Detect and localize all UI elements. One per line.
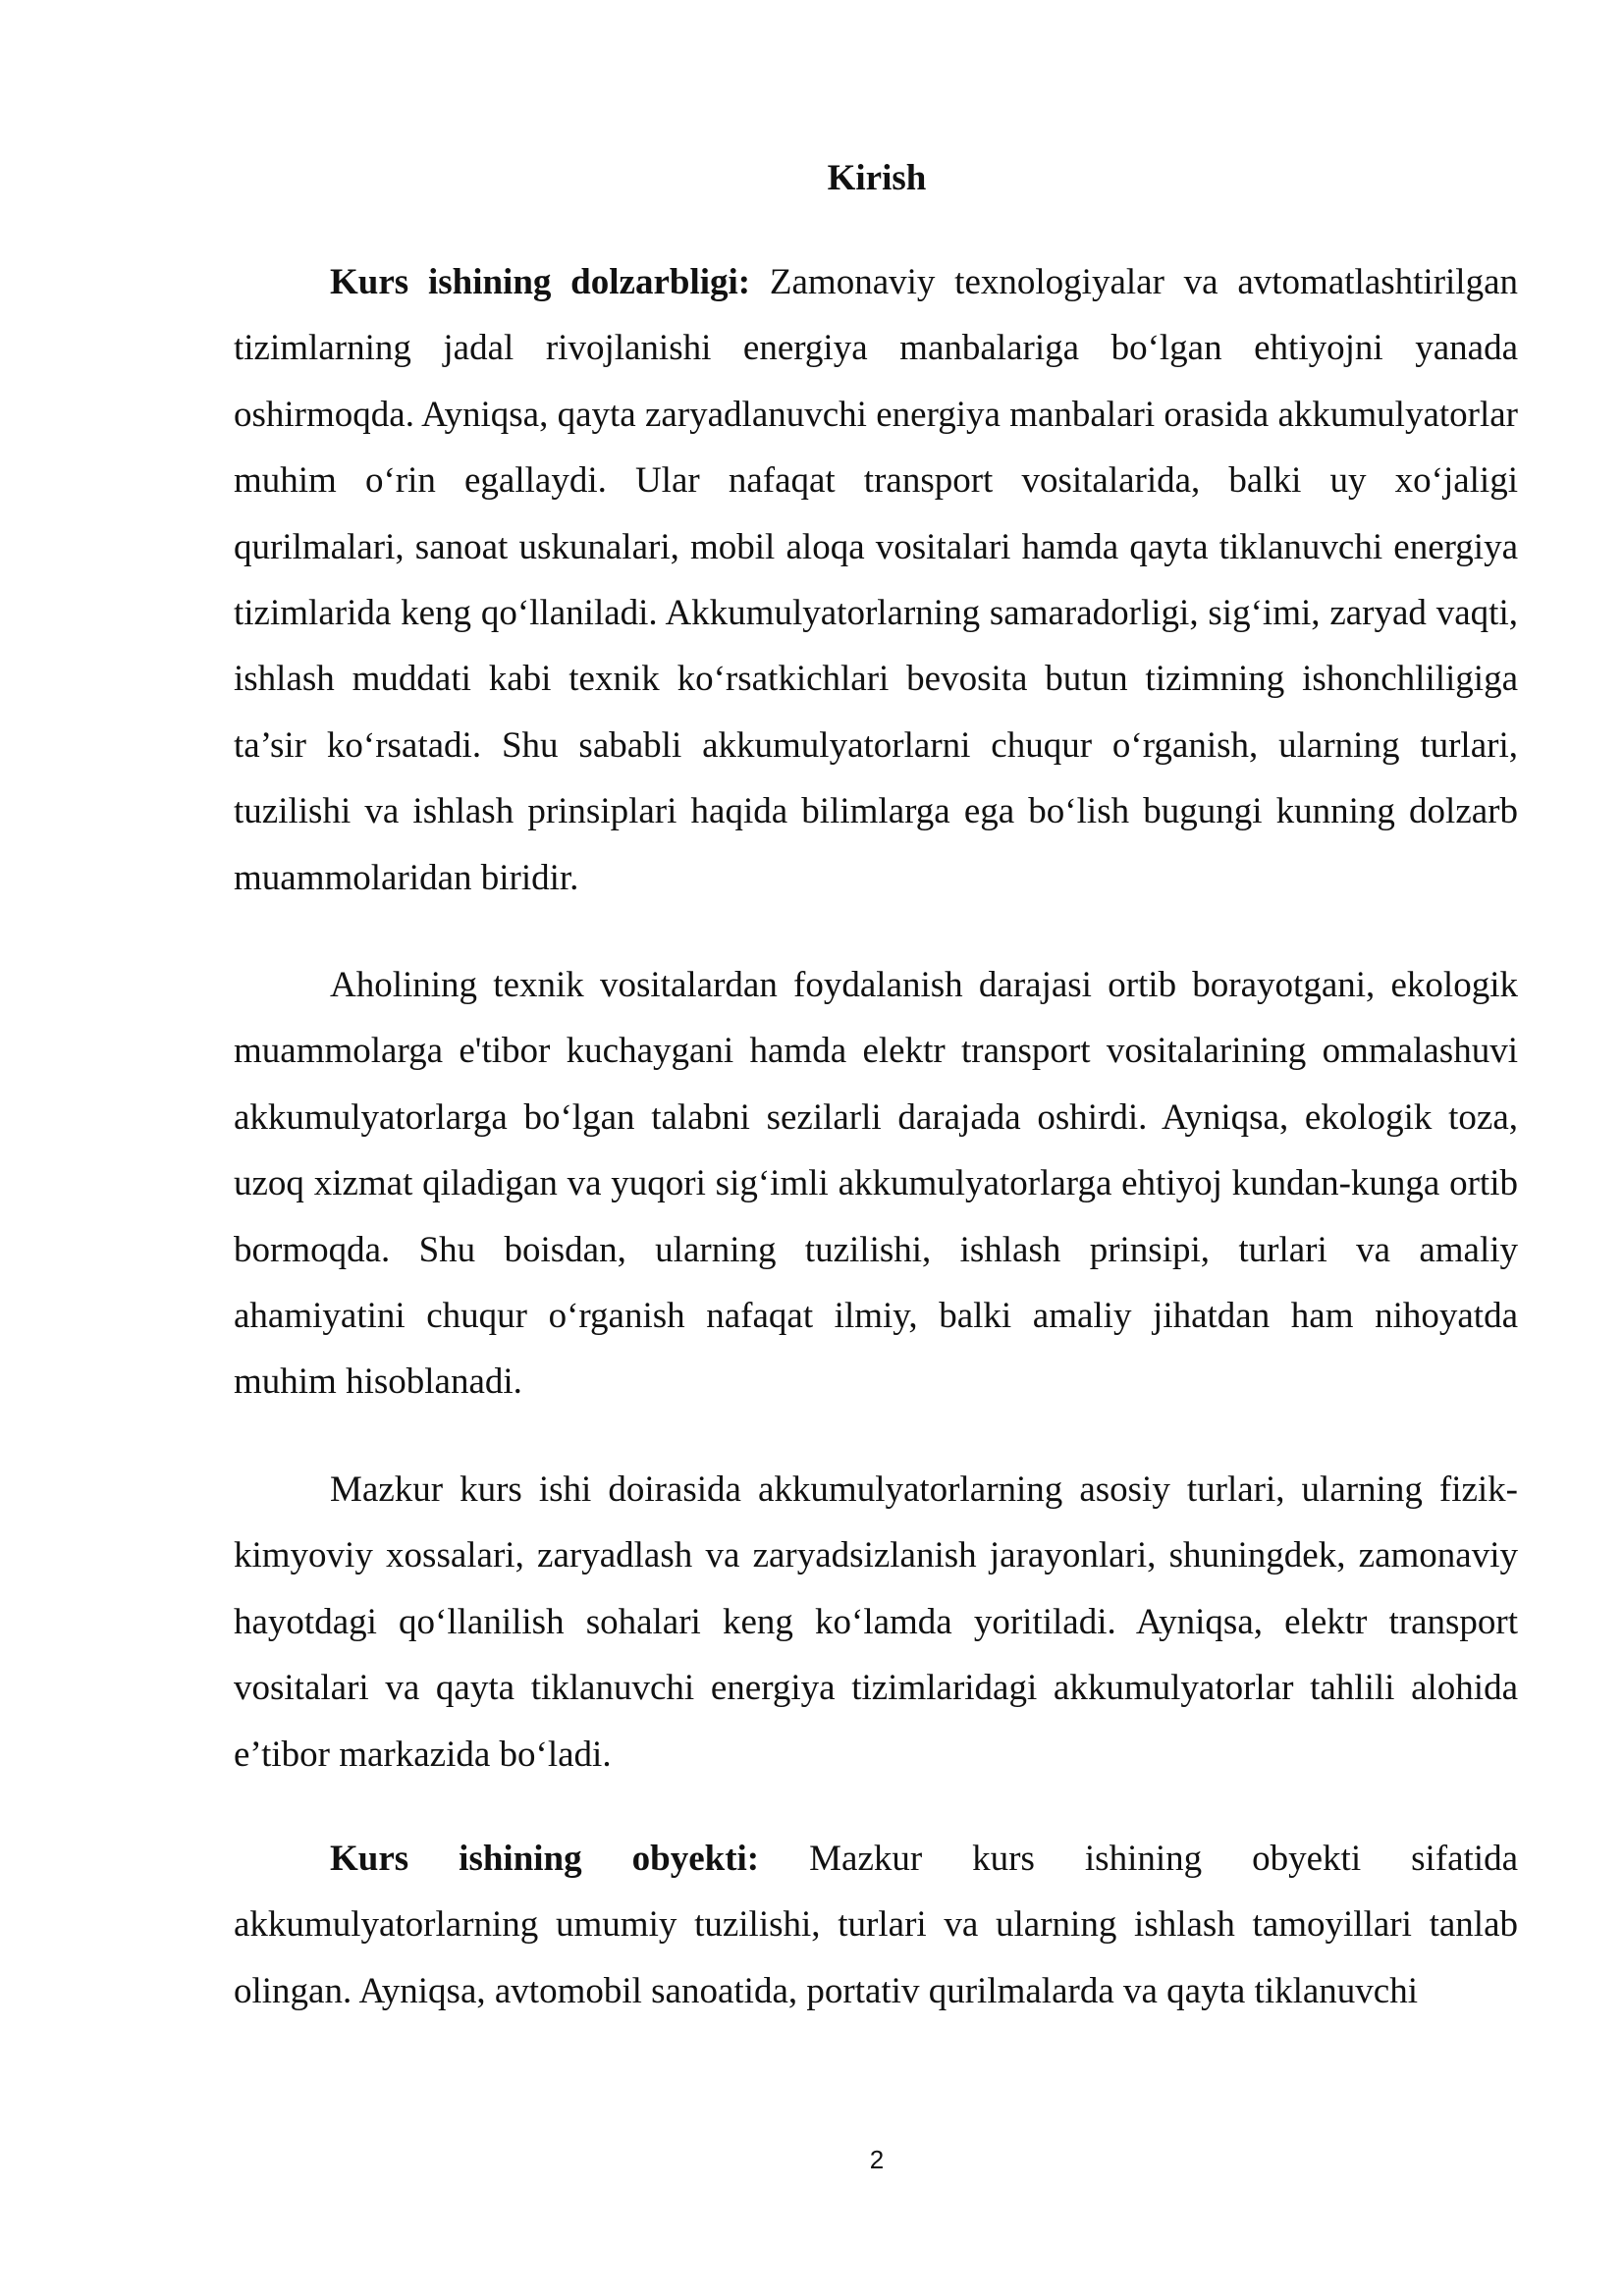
page-number: 2 bbox=[869, 2145, 885, 2174]
paragraph-text-object: Mazkur kurs ishining obyekti sifatida akkumulyatorlarning umumiy tuzilishi, turlari va ularning ishlash tamoyillari tanlab olingan. Ayniqsa, avtomobil sanoatida, portativ qurilmalarda va qayta tiklanuvchi bbox=[234, 1839, 1518, 2011]
paragraph-lead-relevance: Kurs ishining dolzarbligi: bbox=[330, 262, 751, 302]
section-heading: Kirish bbox=[827, 158, 927, 198]
paragraph-object bbox=[234, 1826, 1518, 2024]
paragraph-scope bbox=[234, 1457, 1518, 1788]
paragraph-text-relevance: Zamonaviy texnologiyalar va avtomatlashtirilgan tizimlarning jadal rivojlanishi energiya manbalariga bo‘lgan ehtiyojni yanada oshirmoqda. Ayniqsa, qayta zaryadlanuvchi energiya manbalari orasida akkumulyatorlar muhim o‘rin egallaydi. Ular nafaqat transport vositalarida, balki uy xo‘jaligi qurilmalari, sanoat uskunalari, mobil aloqa vositalari hamda qayta tiklanuvchi energiya tizimlarida keng qo‘llaniladi. Akkumulyatorlarning samaradorligi, sig‘imi, zaryad vaqti, ishlash muddati kabi texnik ko‘rsatkichlari bevosita butun tizimning ishonchliligiga ta’sir ko‘rsatadi. Shu sababli akkumulyatorlarni chuqur o‘rganish, ularning turlari, tuzilishi va ishlash prinsiplari haqida bilimlarga ega bo‘lish bugungi kunning dolzarb muammolaridan biridir. bbox=[234, 262, 1518, 898]
paragraph-relevance bbox=[234, 249, 1518, 911]
paragraph-text-scope: Mazkur kurs ishi doirasida akkumulyatorlarning asosiy turlari, ularning fizik-kimyoviy xossalari, zaryadlash va zaryadsizlanish jarayonlari, shuningdek, zamonaviy hayotdagi qo‘llanilish sohalari keng ko‘lamda yoritiladi. Ayniqsa, elektr transport vositalari va qayta tiklanuvchi energiya tizimlaridagi akkumulyatorlar tahlili alohida e’tibor markazida bo‘ladi. bbox=[234, 1469, 1518, 1775]
paragraph-demand bbox=[234, 952, 1518, 1415]
paragraph-text-demand: Aholining texnik vositalardan foydalanish darajasi ortib borayotgani, ekologik muammolarga e'tibor kuchaygani hamda elektr transport vositalarining ommalashuvi akkumulyatorlarga bo‘lgan talabni sezilarli darajada oshirdi. Ayniqsa, ekologik toza, uzoq xizmat qiladigan va yuqori sig‘imli akkumulyatorlarga ehtiyoj kundan-kunga ortib bormoqda. Shu boisdan, ularning tuzilishi, ishlash prinsipi, turlari va amaliy ahamiyatini chuqur o‘rganish nafaqat ilmiy, balki amaliy jihatdan ham nihoyatda muhim hisoblanadi. bbox=[234, 965, 1518, 1403]
paragraph-lead-object: Kurs ishining obyekti: bbox=[330, 1839, 760, 1879]
